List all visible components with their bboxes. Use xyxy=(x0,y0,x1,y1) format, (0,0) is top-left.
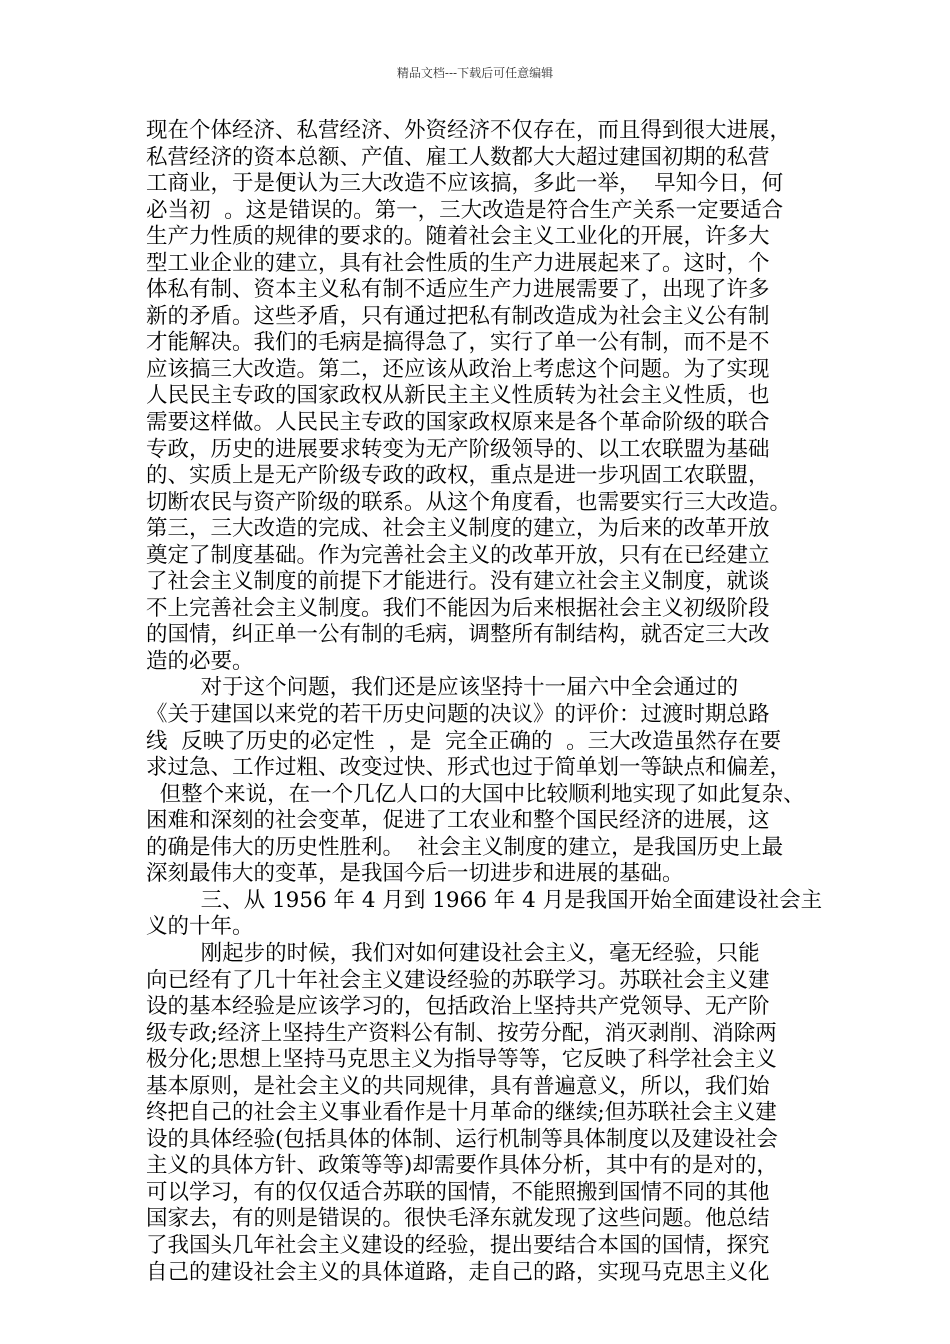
text-line: 级专政;经济上坚持生产资料公有制、按劳分配，消灭剥削、消除两 xyxy=(146,1020,777,1046)
text-line: 线 反映了历史的必定性 ，是 完全正确的 。三大改造虽然存在要 xyxy=(146,728,782,754)
text-line: 人民民主专政的国家政权从新民主主义性质转为社会主义性质，也 xyxy=(146,383,770,409)
text-line: 型工业企业的建立，具有社会性质的生产力进展起来了。这时，个 xyxy=(146,250,770,276)
text-line: 但整个来说，在一个几亿人口的大国中比较顺利地实现了如此复杂、 xyxy=(146,781,805,807)
paragraph xyxy=(146,941,816,1286)
text-line: 现在个体经济、私营经济、外资经济不仅存在，而且得到很大进展， xyxy=(146,118,792,143)
text-line: 国家去，有的则是错误的。很快毛泽东就发现了这些问题。他总结 xyxy=(146,1206,770,1232)
text-line: 体私有制、资本主义私有制不适应生产力进展需要了，出现了许多 xyxy=(146,277,770,303)
text-line: 主义的具体方针、政策等等)却需要作具体分析，其中有的是对的， xyxy=(146,1153,778,1179)
text-line: 生产力性质的规律的要求的。随着社会主义工业化的开展，许多大 xyxy=(146,224,770,250)
text-line: 造的必要。 xyxy=(146,648,254,674)
text-line: 需要这样做。人民民主专政的国家政权原来是各个革命阶级的联合 xyxy=(146,410,770,436)
page-header: 精品文档---下载后可任意编辑 xyxy=(396,66,554,80)
paragraph xyxy=(146,887,823,941)
text-line: 不上完善社会主义制度。我们不能因为后来根据社会主义初级阶段 xyxy=(146,595,770,621)
text-line: 必当初 。这是错误的。第一，三大改造是符合生产关系一定要适合 xyxy=(146,197,784,223)
document-body xyxy=(146,118,823,1286)
text-line: 的国情，纠正单一公有制的毛病，调整所有制结构，就否定三大改 xyxy=(146,622,770,648)
paragraph xyxy=(146,675,816,887)
text-line: 专政，历史的进展要求转变为无产阶级领导的、以工农联盟为基础 xyxy=(146,436,770,462)
text-line: 切断农民与资产阶级的联系。从这个角度看，也需要实行三大改造。 xyxy=(146,489,792,515)
text-line: 新的矛盾。这些矛盾，只有通过把私有制改造成为社会主义公有制 xyxy=(146,303,770,329)
text-line: 设的基本经验是应该学习的，包括政治上坚持共产党领导、无产阶 xyxy=(146,994,770,1020)
text-line: 第三，三大改造的完成、社会主义制度的建立，为后来的改革开放 xyxy=(146,516,770,542)
text-line: 深刻最伟大的变革，是我国今后一切进步和进展的基础。 xyxy=(146,861,684,887)
text-line: 了我国头几年社会主义建设的经验，提出要结合本国的国情，探究 xyxy=(146,1232,770,1258)
text-line: 奠定了制度基础。作为完善社会主义的改革开放，只有在已经建立 xyxy=(146,542,770,568)
text-line: 了社会主义制度的前提下才能进行。没有建立社会主义制度，就谈 xyxy=(146,569,770,595)
text-line: 自己的建设社会主义的具体道路，走自己的路，实现马克思主义化 xyxy=(146,1259,770,1285)
text-line: 的确是伟大的历史性胜利。 社会主义制度的建立，是我国历史上最 xyxy=(146,834,784,860)
text-line: 刚起步的时候，我们对如何建设社会主义，毫无经验，只能 xyxy=(146,940,760,966)
text-line: 求过急、工作过粗、改变过快、形式也过于简单划一等缺点和偏差， xyxy=(146,755,792,781)
text-line: 对于这个问题，我们还是应该坚持十一届六中全会通过的 xyxy=(146,675,739,701)
paragraph xyxy=(146,118,816,675)
text-line: 的、实质上是无产阶级专政的政权，重点是进一步巩固工农联盟， xyxy=(146,463,770,489)
text-line: 困难和深刻的社会变革，促进了工农业和整个国民经济的进展，这 xyxy=(146,808,770,834)
text-line: 设的具体经验(包括具体的体制、运行机制等具体制度以及建设社会 xyxy=(146,1126,778,1152)
text-line: 才能解决。我们的毛病是搞得急了，实行了单一公有制，而不是不 xyxy=(146,330,770,356)
text-line: 可以学习，有的仅仅适合苏联的国情，不能照搬到国情不同的其他 xyxy=(146,1179,770,1205)
text-line: 终把自己的社会主义事业看作是十月革命的继续;但苏联社会主义建 xyxy=(146,1100,777,1126)
text-line: 私营经济的资本总额、产值、雇工人数都大大超过建国初期的私营 xyxy=(146,144,770,170)
text-line: 义的十年。 xyxy=(146,914,254,940)
text-line: 《关于建国以来党的若干历史问题的决议》的评价：过渡时期总路 xyxy=(146,702,770,728)
text-line: 向已经有了几十年社会主义建设经验的苏联学习。苏联社会主义建 xyxy=(146,967,770,993)
text-line: 工商业，于是便认为三大改造不应该搞，多此一举， 早知今日，何 xyxy=(146,171,784,197)
text-line: 极分化;思想上坚持马克思主义为指导等等，它反映了科学社会主义 xyxy=(146,1047,777,1073)
text-line: 基本原则，是社会主义的共同规律，具有普遍意义，所以，我们始 xyxy=(146,1073,770,1099)
text-line: 应该搞三大改造。第二，还应该从政治上考虑这个问题。为了实现 xyxy=(146,356,770,382)
text-line: 三、从 1956 年 4 月到 1966 年 4 月是我国开始全面建设社会主 xyxy=(146,887,823,913)
